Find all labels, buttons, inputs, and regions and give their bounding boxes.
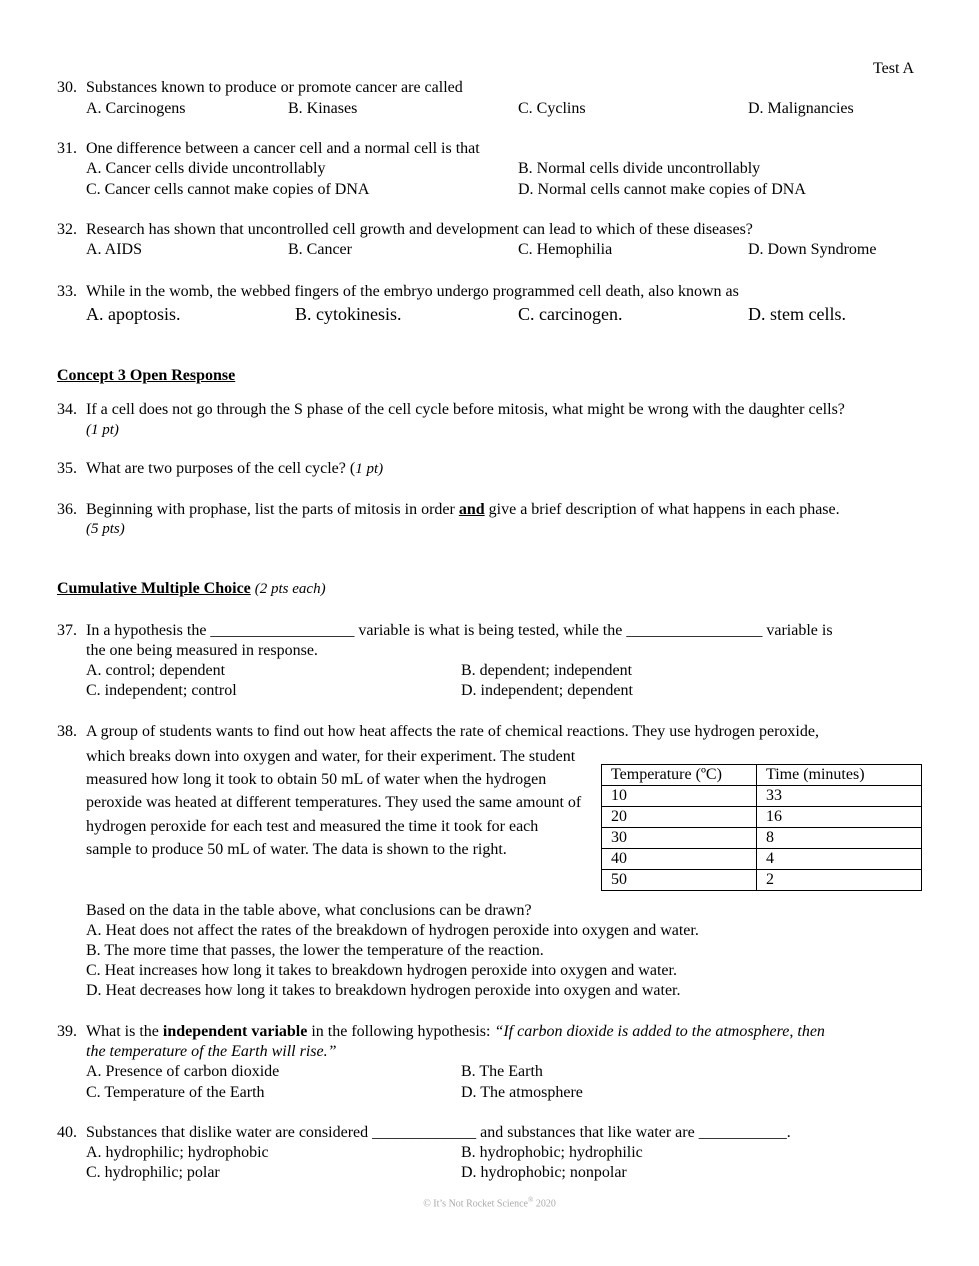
- table-row: [602, 807, 922, 828]
- question-text: What are two purposes of the cell cycle? (: [86, 460, 356, 477]
- choice-a[interactable]: A. apoptosis.: [86, 304, 181, 324]
- table-cell: 4: [757, 849, 922, 870]
- choice-a[interactable]: A. Presence of carbon dioxide: [86, 1063, 280, 1080]
- registered-mark: ®: [527, 1196, 534, 1204]
- choice-d[interactable]: D. The atmosphere: [461, 1084, 583, 1101]
- table-row: [602, 870, 922, 891]
- table-header-row: [602, 765, 922, 786]
- question-number: 39.: [57, 1023, 77, 1040]
- question-text: Beginning with prophase, list the parts of mitosis in order: [86, 501, 455, 518]
- choice-b[interactable]: B. cytokinesis.: [295, 304, 402, 324]
- hypothesis-quote: “If carbon dioxide is added to the atmosphere, then: [494, 1023, 825, 1040]
- choice-c[interactable]: C. hydrophilic; polar: [86, 1164, 220, 1181]
- question-paragraph: which breaks down into oxygen and water, for their experiment. The student measured how long it took to obtain 50 mL of water when the hydrogen peroxide was heated at different temperatures. They used the same amount of hydrogen peroxide for each test and measured the time it took for each sample to produce 50 mL of water. The data is shown to the right.: [86, 748, 582, 858]
- hypothesis-quote-cont: the temperature of the Earth will rise.”: [86, 1043, 337, 1060]
- table-cell: 20: [602, 807, 757, 828]
- choice-b[interactable]: B. hydrophobic; hydrophilic: [461, 1144, 643, 1161]
- question-number: 32.: [57, 221, 77, 238]
- choice-c[interactable]: C. Heat increases how long it takes to breakdown hydrogen peroxide into oxygen and water.: [86, 962, 677, 979]
- question-prompt: Based on the data in the table above, what conclusions can be drawn?: [86, 902, 532, 919]
- question-text: While in the womb, the webbed fingers of the embryo undergo programmed cell death, also known as: [86, 283, 739, 300]
- data-table: [601, 764, 922, 891]
- choice-d[interactable]: D. Normal cells cannot make copies of DNA: [518, 181, 806, 198]
- question-text: Substances that dislike water are considered _____________ and substances that like water are ___________.: [86, 1124, 791, 1141]
- choice-a[interactable]: A. Cancer cells divide uncontrollably: [86, 160, 326, 177]
- table-cell: 8: [757, 828, 922, 849]
- table-header-cell: Temperature (ºC): [602, 765, 757, 786]
- choice-b[interactable]: B. The more time that passes, the lower the temperature of the reaction.: [86, 942, 544, 959]
- table-cell: 50: [602, 870, 757, 891]
- choice-b[interactable]: B. Kinases: [288, 100, 358, 117]
- question-text: If a cell does not go through the S phase of the cell cycle before mitosis, what might be wrong with the daughter cells?: [86, 401, 845, 418]
- choice-a[interactable]: A. AIDS: [86, 241, 143, 258]
- section-heading-concept-3: Concept 3 Open Response: [57, 367, 236, 384]
- question-text-line: [86, 1022, 825, 1042]
- choice-b[interactable]: B. The Earth: [461, 1063, 543, 1080]
- footer-year: 2020: [535, 1198, 556, 1210]
- question-text-mid: in the following hypothesis:: [311, 1023, 491, 1040]
- choice-a[interactable]: A. hydrophilic; hydrophobic: [86, 1144, 269, 1161]
- choice-a[interactable]: A. Carcinogens: [86, 100, 186, 117]
- choice-d[interactable]: D. Heat decreases how long it takes to breakdown hydrogen peroxide into oxygen and water.: [86, 982, 681, 999]
- table-cell: 16: [757, 807, 922, 828]
- section-heading-cumulative: [57, 579, 326, 599]
- choice-c[interactable]: C. Temperature of the Earth: [86, 1084, 265, 1101]
- question-number: 33.: [57, 283, 77, 300]
- question-number: 31.: [57, 140, 77, 157]
- choice-a[interactable]: A. control; dependent: [86, 662, 226, 679]
- question-number: 40.: [57, 1124, 77, 1141]
- choice-d[interactable]: D. independent; dependent: [461, 682, 633, 699]
- choice-b[interactable]: B. Normal cells divide uncontrollably: [518, 160, 761, 177]
- choice-a[interactable]: A. Heat does not affect the rates of the breakdown of hydrogen peroxide into oxygen and water.: [86, 922, 699, 939]
- choice-c[interactable]: C. Hemophilia: [518, 241, 613, 258]
- table-row: [602, 849, 922, 870]
- choice-d[interactable]: D. stem cells.: [748, 304, 846, 324]
- footer-text: © It’s Not Rocket Science: [423, 1198, 528, 1210]
- choice-c[interactable]: C. carcinogen.: [518, 304, 623, 324]
- question-text: In a hypothesis the __________________ variable is what is being tested, while the _________________ variable is: [86, 622, 833, 639]
- table-row: [602, 786, 922, 807]
- choice-d[interactable]: D. hydrophobic; nonpolar: [461, 1164, 627, 1181]
- choice-c[interactable]: C. independent; control: [86, 682, 237, 699]
- points-label: 1 pt): [355, 461, 384, 477]
- table-cell: 33: [757, 786, 922, 807]
- choice-d[interactable]: D. Down Syndrome: [748, 241, 877, 258]
- table-cell: 2: [757, 870, 922, 891]
- points-label: (1 pt): [86, 422, 119, 438]
- points-label: (5 pts): [86, 521, 125, 537]
- test-label: Test A: [873, 60, 915, 77]
- question-number: 30.: [57, 79, 77, 96]
- question-text: What is the: [86, 1023, 159, 1040]
- table-cell: 30: [602, 828, 757, 849]
- question-text: One difference between a cancer cell and a normal cell is that: [86, 140, 480, 157]
- question-number: 37.: [57, 622, 77, 639]
- question-number: 36.: [57, 501, 77, 518]
- choice-b[interactable]: B. dependent; independent: [461, 662, 633, 679]
- question-text: Substances known to produce or promote cancer are called: [86, 79, 463, 96]
- choice-c[interactable]: C. Cancer cells cannot make copies of DNA: [86, 181, 370, 198]
- question-text: A group of students wants to find out how heat affects the rate of chemical reactions. They use hydrogen peroxide,: [86, 723, 819, 740]
- emphasis-and: and: [458, 501, 485, 518]
- question-number: 34.: [57, 401, 77, 418]
- question-text-line: [86, 459, 383, 479]
- choice-c[interactable]: C. Cyclins: [518, 100, 586, 117]
- choice-d[interactable]: D. Malignancies: [748, 100, 854, 117]
- points-label: (2 pts each): [254, 581, 326, 597]
- section-title: Cumulative Multiple Choice: [57, 580, 251, 597]
- table-row: [602, 828, 922, 849]
- question-number: 38.: [57, 723, 77, 740]
- emphasis-independent-variable: independent variable: [162, 1023, 308, 1040]
- table-cell: 40: [602, 849, 757, 870]
- table-header-cell: Time (minutes): [757, 765, 922, 786]
- question-text: Research has shown that uncontrolled cell growth and development can lead to which of these diseases?: [86, 221, 753, 238]
- choice-b[interactable]: B. Cancer: [288, 241, 352, 258]
- question-text-line: [86, 500, 840, 520]
- question-text-cont: the one being measured in response.: [86, 642, 318, 659]
- table-cell: 10: [602, 786, 757, 807]
- question-text-end: give a brief description of what happens in each phase.: [488, 501, 840, 518]
- question-number: 35.: [57, 460, 77, 477]
- copyright-footer: [0, 1196, 979, 1209]
